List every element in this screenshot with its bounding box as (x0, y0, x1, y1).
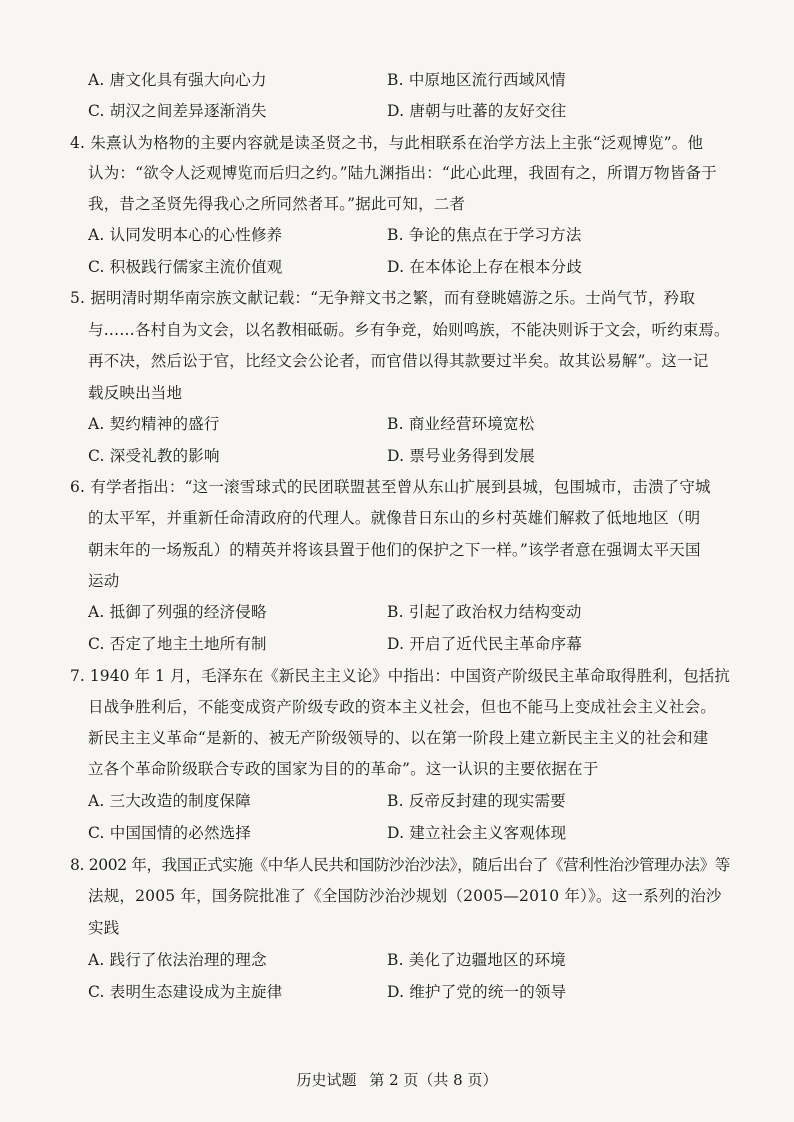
q6-option-d: D. 开启了近代民主革命序幕 (387, 635, 583, 653)
q3-option-c: C. 胡汉之间差异逐渐消失 (88, 102, 267, 120)
q8-option-d: D. 维护了党的统一的领导 (387, 983, 567, 1001)
q3-option-b: B. 中原地区流行西域风情 (387, 71, 566, 89)
q8-option-c: C. 表明生态建设成为主旋律 (88, 983, 283, 1001)
q5-stem-line-4: 载反映出当地 (88, 384, 183, 402)
q7-option-c: C. 中国国情的必然选择 (88, 824, 252, 842)
page-footer (0, 1070, 794, 1090)
q7-stem-line-1: 7. 1940 年 1 月，毛泽东在《新民主主义论》中指出：中国资产阶级民主革命取得胜利，包括抗 (70, 667, 730, 685)
q5-option-b: B. 商业经营环境宽松 (387, 415, 535, 433)
q7-option-a: A. 三大改造的制度保障 (88, 792, 251, 810)
q8-stem-line-1: 8. 2002 年，我国正式实施《中华人民共和国防沙治沙法》，随后出台了《营利性治沙管理办法》等 (70, 856, 730, 874)
q5-option-d: D. 票号业务得到发展 (387, 447, 535, 465)
q6-stem-line-1: 6. 有学者指出：“这一滚雪球式的民团联盟甚至曾从东山扩展到县城，包围城市，击溃了守城 (70, 478, 711, 496)
q8-stem-line-2: 法规，2005 年，国务院批准了《全国防沙治沙规划（2005—2010 年）》。这一系列的治沙 (88, 887, 722, 905)
q6-option-a: A. 抵御了列强的经济侵略 (88, 603, 267, 621)
q4-option-b: B. 争论的焦点在于学习方法 (387, 226, 582, 244)
q3-option-a: A. 唐文化具有强大向心力 (88, 71, 267, 89)
q5-stem-line-2: 与……各村自为文会，以名教相砥砺。乡有争竞，始则鸣族，不能决则诉于文会，听约束焉。 (88, 321, 730, 339)
q4-option-d: D. 在本体论上存在根本分歧 (387, 258, 583, 276)
q6-stem-line-4: 运动 (88, 572, 120, 590)
q7-stem-line-3: 新民主主义革命“是新的、被无产阶级领导的、以在第一阶段上建立新民主主义的社会和建 (88, 729, 709, 747)
q8-stem-line-3: 实践 (88, 919, 120, 937)
q7-stem-line-4: 立各个革命阶级联合专政的国家为目的的革命”。这一认识的主要依据在于 (88, 760, 599, 778)
q6-stem-line-3: 朝末年的一场叛乱）的精英并将该县置于他们的保护之下一样。”该学者意在强调太平天国 (88, 541, 701, 559)
q5-stem-line-1: 5. 据明清时期华南宗族文献记载：“无争辩文书之繁，而有登眺嬉游之乐。士尚气节，矜取 (70, 289, 696, 307)
q8-option-b: B. 美化了边疆地区的环境 (387, 951, 566, 969)
q6-option-c: C. 否定了地主土地所有制 (88, 635, 267, 653)
q4-stem-line-2: 认为：“欲令人泛观博览而后归之约。”陆九渊指出：“此心此理，我固有之，所谓万物皆备于 (88, 164, 717, 182)
q4-stem-line-3: 我，昔之圣贤先得我心之所同然者耳。”据此可知，二者 (88, 195, 466, 213)
q7-stem-line-2: 日战争胜利后，不能变成资产阶级专政的资本主义社会，但也不能马上变成社会主义社会。 (88, 698, 717, 716)
q8-option-a: A. 践行了依法治理的理念 (88, 951, 267, 969)
q3-option-d: D. 唐朝与吐蕃的友好交往 (387, 102, 567, 120)
q7-option-d: D. 建立社会主义客观体现 (387, 824, 567, 842)
q5-stem-line-3: 再不决，然后讼于官，比经文会公论者，而官借以得其款要过半矣。故其讼易解”。这一记 (88, 352, 709, 370)
q7-option-b: B. 反帝反封建的现实需要 (387, 792, 566, 810)
q6-stem-line-2: 的太平军，并重新任命清政府的代理人。就像昔日东山的乡村英雄们解救了低地地区（明 (88, 509, 701, 527)
q6-option-b: B. 引起了政治权力结构变动 (387, 603, 582, 621)
q4-option-c: C. 积极践行儒家主流价值观 (88, 258, 283, 276)
footer-page-number: 第 2 页（共 8 页） (369, 1071, 498, 1089)
footer-subject: 历史试题 (296, 1071, 357, 1089)
q5-option-a: A. 契约精神的盛行 (88, 415, 220, 433)
q5-option-c: C. 深受礼教的影响 (88, 447, 220, 465)
q4-stem-line-1: 4. 朱熹认为格物的主要内容就是读圣贤之书，与此相联系在治学方法上主张“泛观博览”。他 (70, 134, 704, 152)
q4-option-a: A. 认同发明本心的心性修养 (88, 226, 283, 244)
